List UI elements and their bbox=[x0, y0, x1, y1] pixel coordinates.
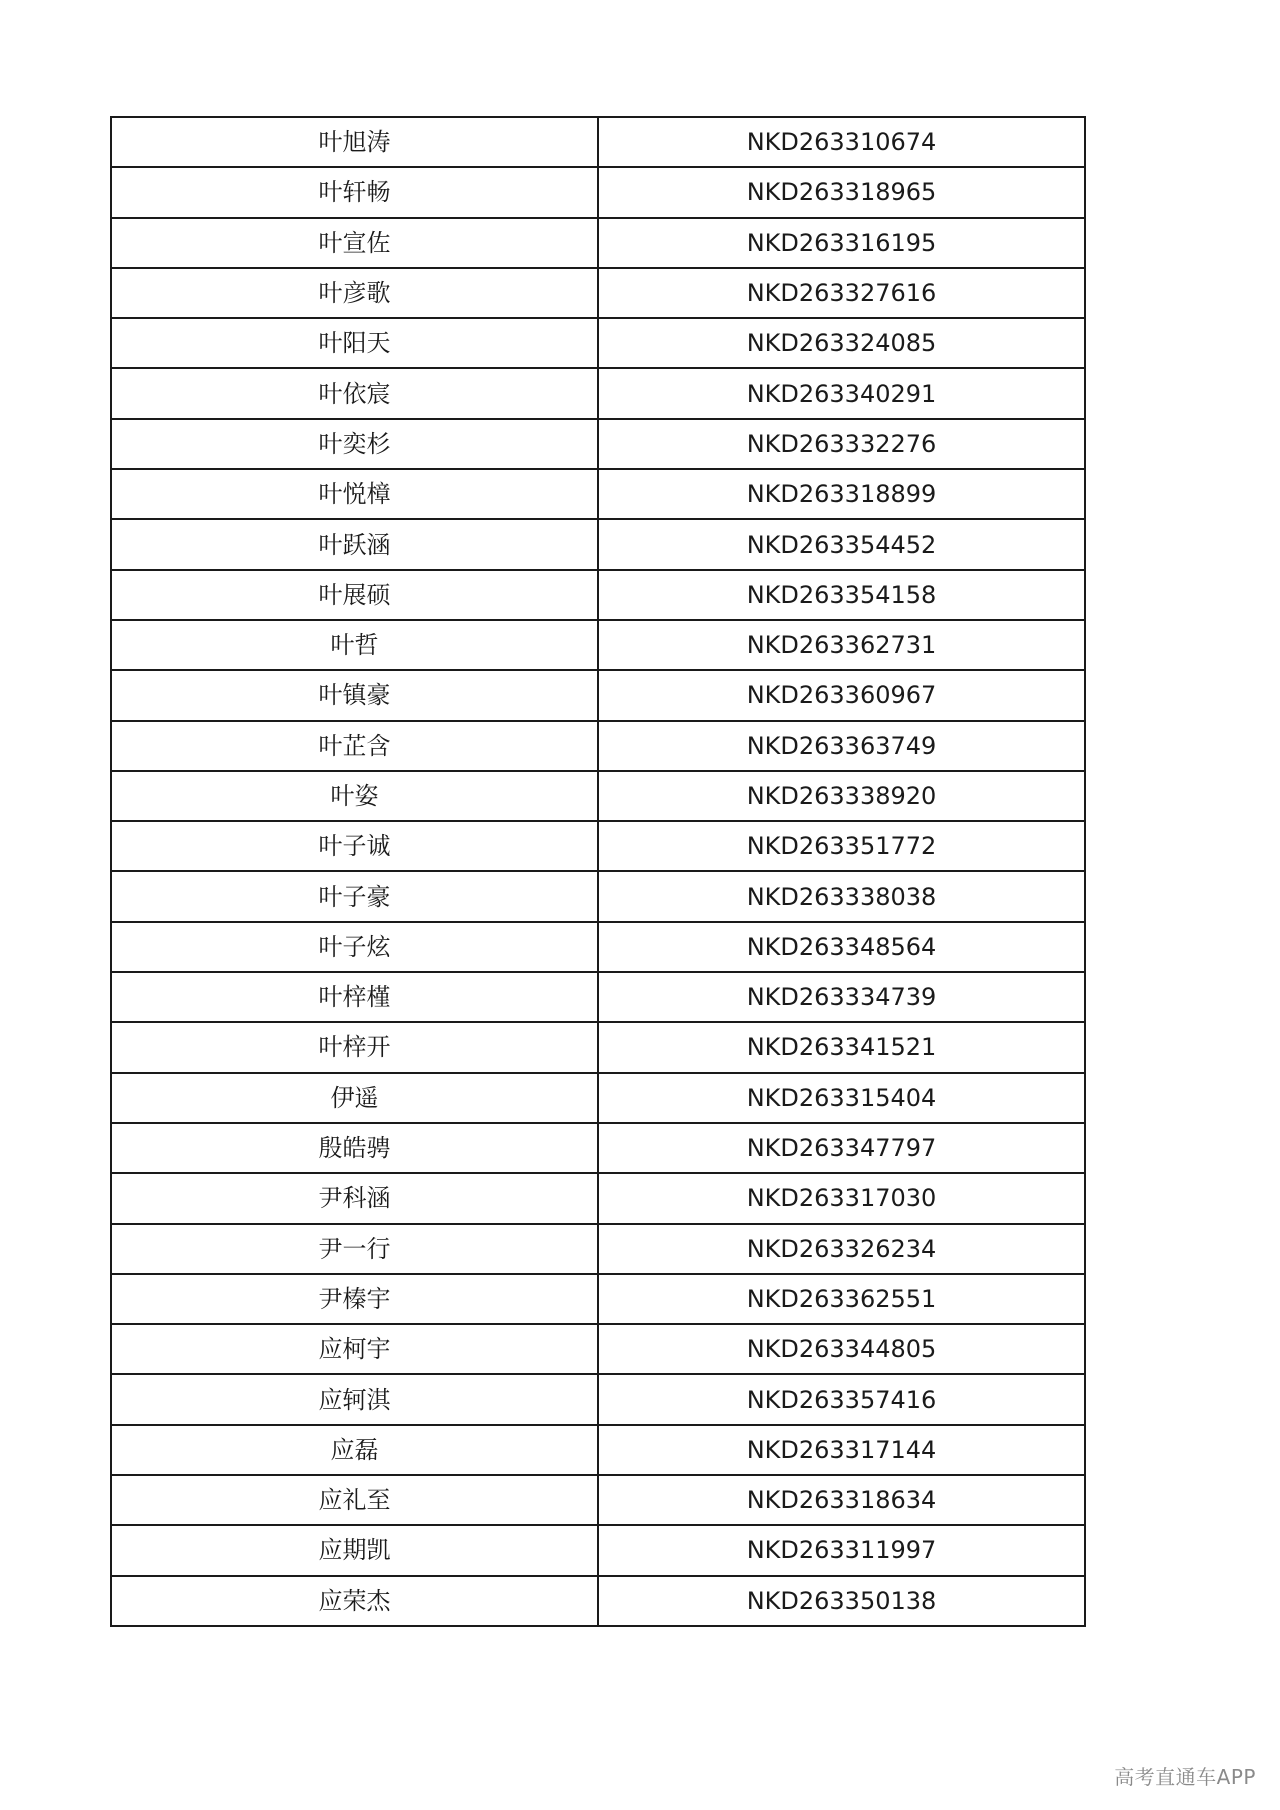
student-name-cell: 叶跃涵 bbox=[111, 519, 598, 569]
student-id-cell: NKD263362731 bbox=[598, 620, 1085, 670]
student-id-cell: NKD263360967 bbox=[598, 670, 1085, 720]
student-id-cell: NKD263327616 bbox=[598, 268, 1085, 318]
student-name-cell: 叶镇豪 bbox=[111, 670, 598, 720]
student-id-cell: NKD263332276 bbox=[598, 419, 1085, 469]
table-row bbox=[111, 1224, 1085, 1274]
student-id-cell: NKD263317144 bbox=[598, 1425, 1085, 1475]
table-row bbox=[111, 1123, 1085, 1173]
student-name-cell: 叶悦樟 bbox=[111, 469, 598, 519]
student-id-cell: NKD263344805 bbox=[598, 1324, 1085, 1374]
table-row bbox=[111, 1324, 1085, 1374]
student-id-cell: NKD263334739 bbox=[598, 972, 1085, 1022]
student-name-cell: 应轲淇 bbox=[111, 1374, 598, 1424]
student-id-cell: NKD263341521 bbox=[598, 1022, 1085, 1072]
student-name-cell: 应荣杰 bbox=[111, 1576, 598, 1626]
table-row bbox=[111, 117, 1085, 167]
student-id-cell: NKD263363749 bbox=[598, 721, 1085, 771]
student-id-cell: NKD263350138 bbox=[598, 1576, 1085, 1626]
table-row bbox=[111, 1073, 1085, 1123]
table-row bbox=[111, 218, 1085, 268]
student-id-cell: NKD263318899 bbox=[598, 469, 1085, 519]
student-name-cell: 叶子炫 bbox=[111, 922, 598, 972]
table-row bbox=[111, 771, 1085, 821]
student-name-cell: 应期凯 bbox=[111, 1525, 598, 1575]
student-id-cell: NKD263348564 bbox=[598, 922, 1085, 972]
student-id-cell: NKD263354452 bbox=[598, 519, 1085, 569]
student-id-cell: NKD263347797 bbox=[598, 1123, 1085, 1173]
student-id-cell: NKD263338920 bbox=[598, 771, 1085, 821]
table-row bbox=[111, 821, 1085, 871]
student-name-cell: 尹科涵 bbox=[111, 1173, 598, 1223]
student-id-cell: NKD263340291 bbox=[598, 368, 1085, 418]
student-name-cell: 叶姿 bbox=[111, 771, 598, 821]
table-row bbox=[111, 268, 1085, 318]
student-name-cell: 尹榛宇 bbox=[111, 1274, 598, 1324]
student-name-cell: 叶旭涛 bbox=[111, 117, 598, 167]
table-row bbox=[111, 1525, 1085, 1575]
student-name-cell: 应磊 bbox=[111, 1425, 598, 1475]
table-row bbox=[111, 670, 1085, 720]
table-row bbox=[111, 972, 1085, 1022]
student-name-cell: 叶哲 bbox=[111, 620, 598, 670]
student-id-cell: NKD263317030 bbox=[598, 1173, 1085, 1223]
table-row bbox=[111, 1576, 1085, 1626]
student-name-cell: 叶芷含 bbox=[111, 721, 598, 771]
student-id-cell: NKD263311997 bbox=[598, 1525, 1085, 1575]
table-row bbox=[111, 419, 1085, 469]
admission-list-table bbox=[110, 116, 1086, 1627]
table-row bbox=[111, 318, 1085, 368]
student-id-cell: NKD263316195 bbox=[598, 218, 1085, 268]
table-row bbox=[111, 1374, 1085, 1424]
student-name-cell: 叶奕杉 bbox=[111, 419, 598, 469]
table-row bbox=[111, 167, 1085, 217]
student-id-cell: NKD263351772 bbox=[598, 821, 1085, 871]
student-id-cell: NKD263324085 bbox=[598, 318, 1085, 368]
student-name-cell: 叶宣佐 bbox=[111, 218, 598, 268]
table-row bbox=[111, 1425, 1085, 1475]
student-name-cell: 叶轩畅 bbox=[111, 167, 598, 217]
table-row bbox=[111, 922, 1085, 972]
student-name-cell: 叶依宸 bbox=[111, 368, 598, 418]
table-row bbox=[111, 469, 1085, 519]
student-name-cell: 殷皓骋 bbox=[111, 1123, 598, 1173]
student-name-cell: 叶子豪 bbox=[111, 871, 598, 921]
watermark-text: 高考直通车APP bbox=[1114, 1765, 1256, 1789]
student-id-cell: NKD263362551 bbox=[598, 1274, 1085, 1324]
student-name-cell: 叶子诚 bbox=[111, 821, 598, 871]
table-row bbox=[111, 871, 1085, 921]
table-row bbox=[111, 368, 1085, 418]
table-row bbox=[111, 1022, 1085, 1072]
student-name-cell: 应柯宇 bbox=[111, 1324, 598, 1374]
student-id-cell: NKD263357416 bbox=[598, 1374, 1085, 1424]
table-body bbox=[111, 117, 1085, 1626]
table-row bbox=[111, 570, 1085, 620]
student-name-cell: 应礼至 bbox=[111, 1475, 598, 1525]
student-name-cell: 叶梓槿 bbox=[111, 972, 598, 1022]
student-id-cell: NKD263338038 bbox=[598, 871, 1085, 921]
table-row bbox=[111, 519, 1085, 569]
student-name-cell: 叶梓开 bbox=[111, 1022, 598, 1072]
table-row bbox=[111, 721, 1085, 771]
student-id-cell: NKD263318965 bbox=[598, 167, 1085, 217]
student-name-cell: 叶阳天 bbox=[111, 318, 598, 368]
student-name-cell: 叶展硕 bbox=[111, 570, 598, 620]
student-name-cell: 伊遥 bbox=[111, 1073, 598, 1123]
student-id-cell: NKD263354158 bbox=[598, 570, 1085, 620]
student-id-cell: NKD263318634 bbox=[598, 1475, 1085, 1525]
table-row bbox=[111, 1173, 1085, 1223]
student-name-cell: 叶彦歌 bbox=[111, 268, 598, 318]
student-id-cell: NKD263315404 bbox=[598, 1073, 1085, 1123]
table-row bbox=[111, 1274, 1085, 1324]
student-id-cell: NKD263310674 bbox=[598, 117, 1085, 167]
student-name-cell: 尹一行 bbox=[111, 1224, 598, 1274]
table-row bbox=[111, 1475, 1085, 1525]
table-row bbox=[111, 620, 1085, 670]
student-id-cell: NKD263326234 bbox=[598, 1224, 1085, 1274]
